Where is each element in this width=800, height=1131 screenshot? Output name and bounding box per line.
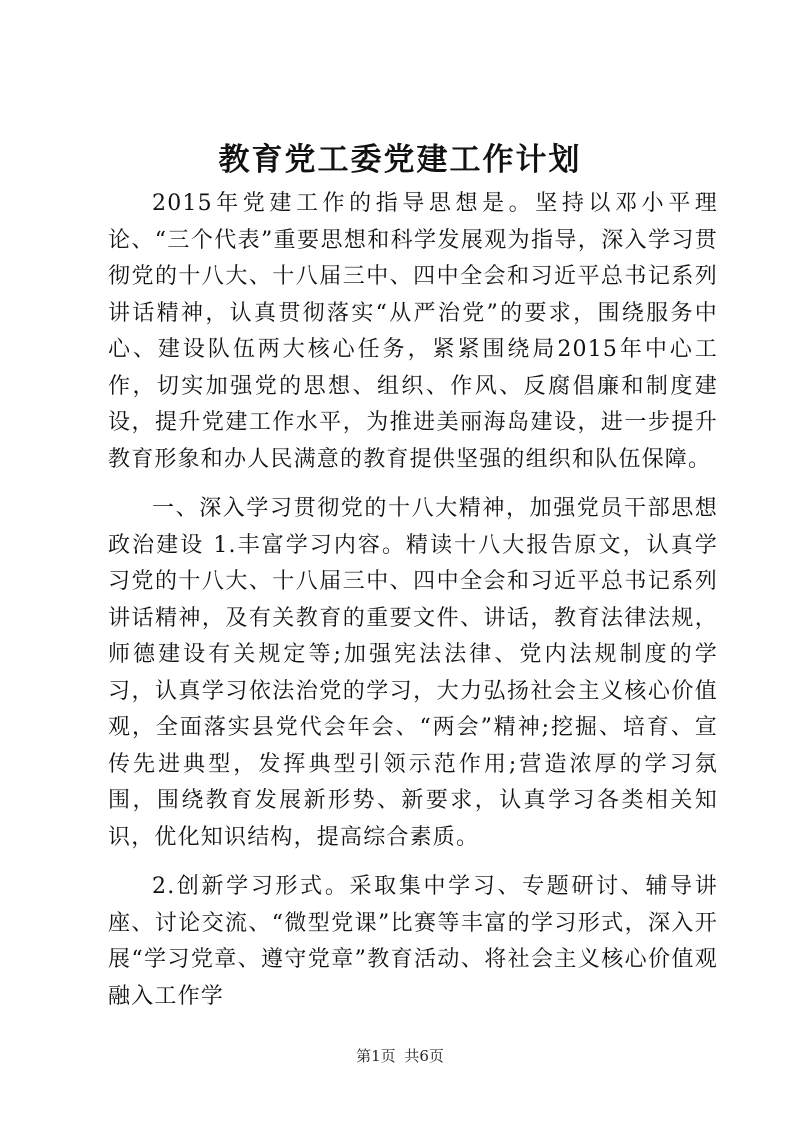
document-body [108, 186, 718, 1028]
page-number: 第1页 [356, 1047, 396, 1065]
page-total: 共6页 [404, 1047, 444, 1065]
paragraph-guiding-ideology: 2015年党建工作的指导思想是。坚持以邓小平理论、“三个代表”重要思想和科学发展观为指导，深入学习贯彻党的十八大、十八届三中、四中全会和习近平总书记系列讲话精神，认真贯彻落实“从严治党”的要求，围绕服务中心、建设队伍两大核心任务，紧紧围绕局2015年中心工作，切实加强党的思想、组织、作风、反腐倡廉和制度建设，提升党建工作水平，为推进美丽海岛建设，进一步提升教育形象和办人民满意的教育提供坚强的组织和队伍保障。 [108, 191, 718, 472]
paragraph-section-one: 一、深入学习贯彻党的十八大精神，加强党员干部思想政治建设 1.丰富学习内容。精读十八大报告原文，认真学习党的十八大、十八届三中、四中全会和习近平总书记系列讲话精神，及有关教育的重要文件、讲话，教育法律法规，师德建设有关规定等;加强宪法法律、党内法规制度的学习，认真学习依法治党的学习，大力弘扬社会主义核心价值观，全面落实县党代会年会、“两会”精神;挖掘、培育、宣传先进典型，发挥典型引领示范作用;营造浓厚的学习氛围，围绕教育发展新形势、新要求，认真学习各类相关知识，优化知识结构，提高综合素质。 [108, 496, 718, 850]
page-footer [0, 1046, 800, 1066]
paragraph-innovate-learning: 2.创新学习形式。采取集中学习、专题研讨、辅导讲座、讨论交流、“微型党课”比赛等丰富的学习形式，深入开展“学习党章、遵守党章”教育活动、将社会主义核心价值观融入工作学 [108, 874, 718, 1009]
document-title: 教育党工委党建工作计划 [218, 142, 582, 178]
